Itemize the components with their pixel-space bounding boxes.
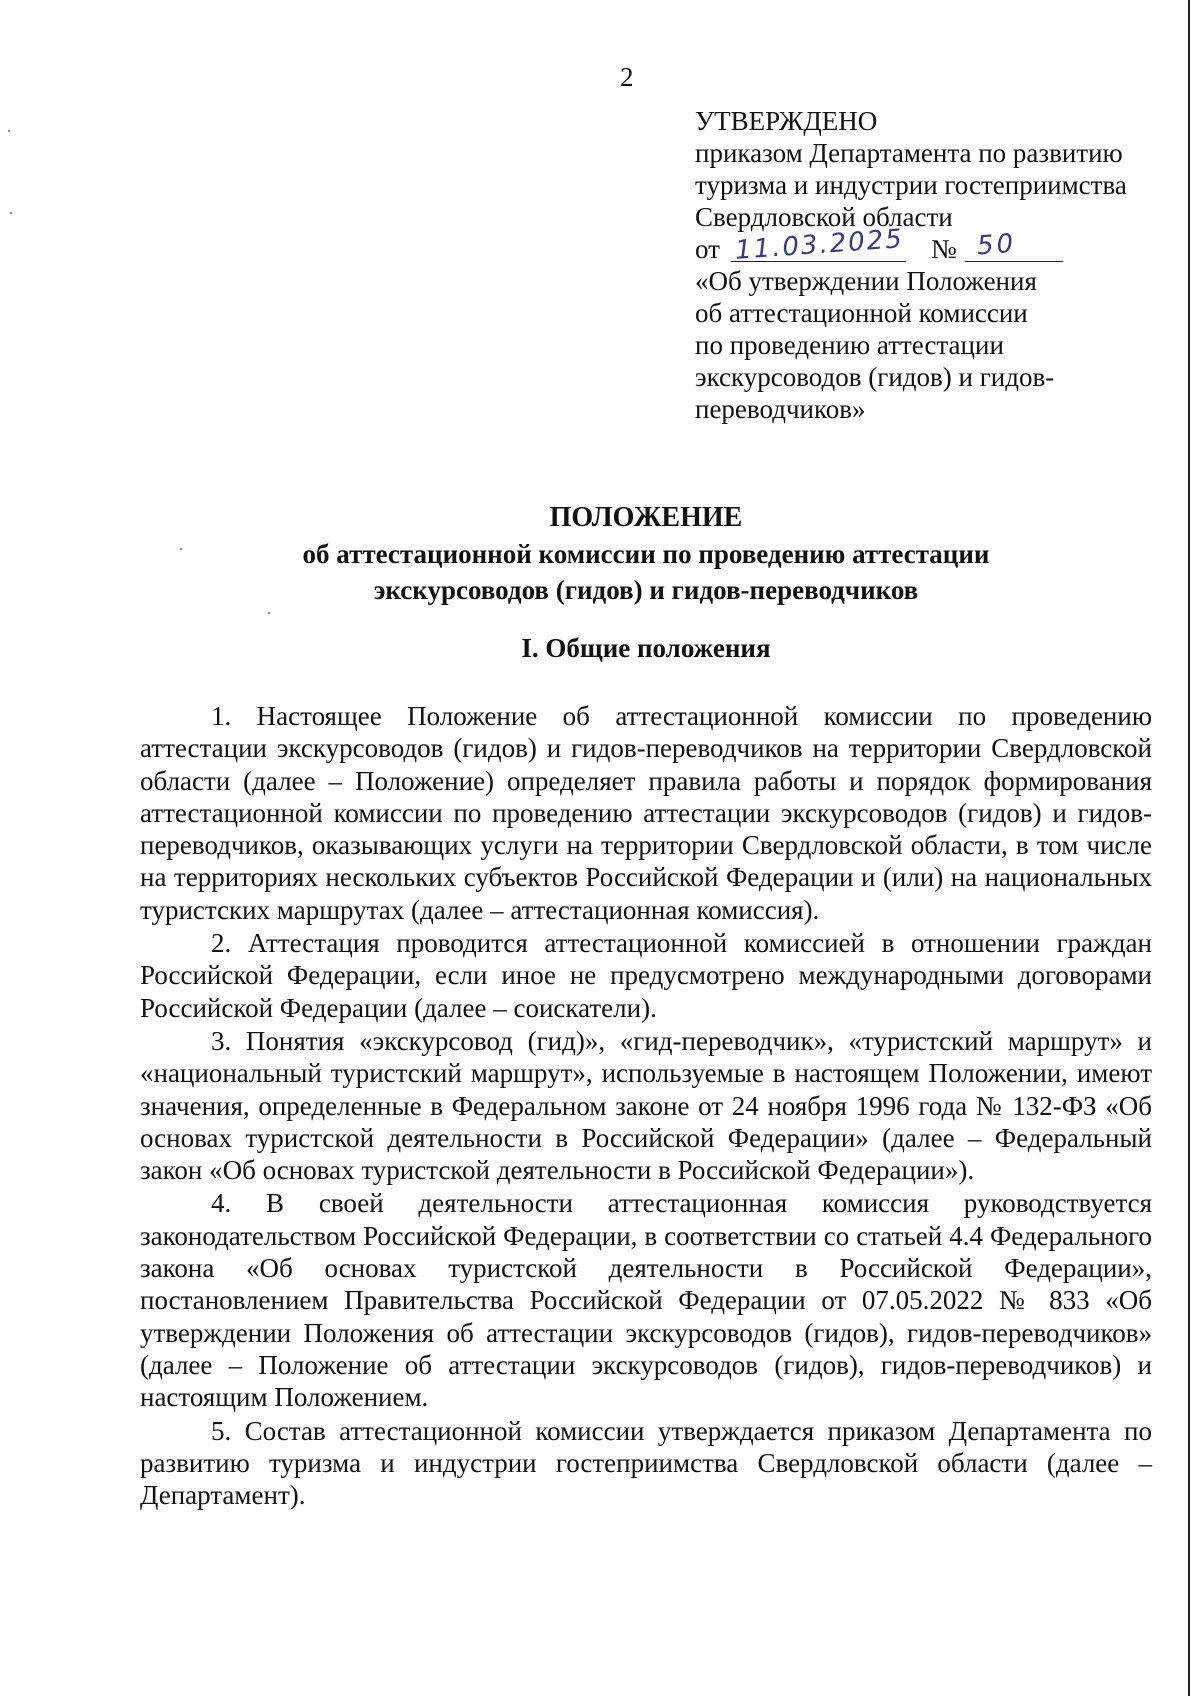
approval-subject-line: об аттестационной комиссии xyxy=(695,298,1028,328)
approval-subject-line: по проведению аттестации xyxy=(695,330,1004,360)
section-heading: I. Общие положения xyxy=(521,633,771,663)
approval-subject-line: переводчиков» xyxy=(695,394,866,424)
approval-line: Свердловской области xyxy=(695,202,953,232)
handwritten-number: 50 xyxy=(976,228,1018,262)
paragraph-5: 5. Состав аттестационной комиссии утверждается приказом Департамента по развитию туризма и индустрии гостеприимства Свердловской области (далее – Департамент). xyxy=(140,1415,1152,1511)
page-number: 2 xyxy=(620,62,634,92)
approval-heading: УТВЕРЖДЕНО xyxy=(695,106,878,136)
approval-subject-line: экскурсоводов (гидов) и гидов- xyxy=(695,362,1055,392)
approval-line: туризма и индустрии гостеприимства xyxy=(695,170,1127,200)
scan-speck xyxy=(10,212,12,214)
scan-edge-line xyxy=(1188,0,1190,1696)
document-body xyxy=(140,700,1152,1512)
paragraph-4: 4. В своей деятельности аттестационная комиссия руководствуется законодательством Российской Федерации, в соответствии со статьей 4.4 Федерального закона «Об основах туристской деятельности в Российской Федерации», постановлением Правительства Российской Федерации от 07.05.2022 № 833 «Об утверждении Положения об аттестации экскурсоводов (гидов), гидов-переводчиков» (далее – Положение об аттестации экскурсоводов (гидов), гидов-переводчиков) и настоящим Положением. xyxy=(140,1188,1152,1413)
approval-stamp-block xyxy=(695,105,1175,425)
document-subtitle-line: об аттестационной комиссии по проведению аттестации xyxy=(302,539,990,569)
paragraph-2: 2. Аттестация проводится аттестационной комиссией в отношении граждан Российской Федерации, если иное не предусмотрено международными договорами Российской Федерации (далее – соискатели). xyxy=(140,928,1152,1023)
document-title: ПОЛОЖЕНИЕ xyxy=(549,502,743,533)
number-label: № xyxy=(931,234,957,264)
paragraph-3: 3. Понятия «экскурсовод (гид)», «гид-переводчик», «туристский маршрут» и «национальный туристский маршрут», используемые в настоящем Положении, имеют значения, определенные в Федеральном законе от 24 ноября 1996 года № 132-ФЗ «Об основах туристской деятельности в Российской Федерации» (далее – Федеральный закон «Об основах туристской деятельности в Российской Федерации»). xyxy=(140,1025,1152,1186)
paragraph-1: 1. Настоящее Положение об аттестационной комиссии по проведению аттестации экскурсоводов (гидов) и гидов-переводчиков на территории Свердловской области (далее – Положение) определяет правила работы и порядок формирования аттестационной комиссии по проведению аттестации экскурсоводов (гидов) и гидов-переводчиков, оказывающих услуги на территории Свердловской области, в том числе на территориях нескольких субъектов Российской Федерации и (или) на национальных туристских маршрутах (далее – аттестационная комиссия). xyxy=(140,701,1152,925)
date-label: от xyxy=(695,234,720,264)
scan-speck xyxy=(8,130,10,132)
approval-date-number-line xyxy=(695,224,1175,266)
approval-line: приказом Департамента по развитию xyxy=(695,138,1123,168)
approval-subject-line: «Об утверждении Положения xyxy=(695,266,1037,296)
document-title-block xyxy=(140,500,1152,608)
document-subtitle-line: экскурсоводов (гидов) и гидов-переводчиков xyxy=(373,575,919,605)
scan-speck xyxy=(268,612,270,614)
handwritten-date: 11.03.2025 xyxy=(734,224,905,266)
